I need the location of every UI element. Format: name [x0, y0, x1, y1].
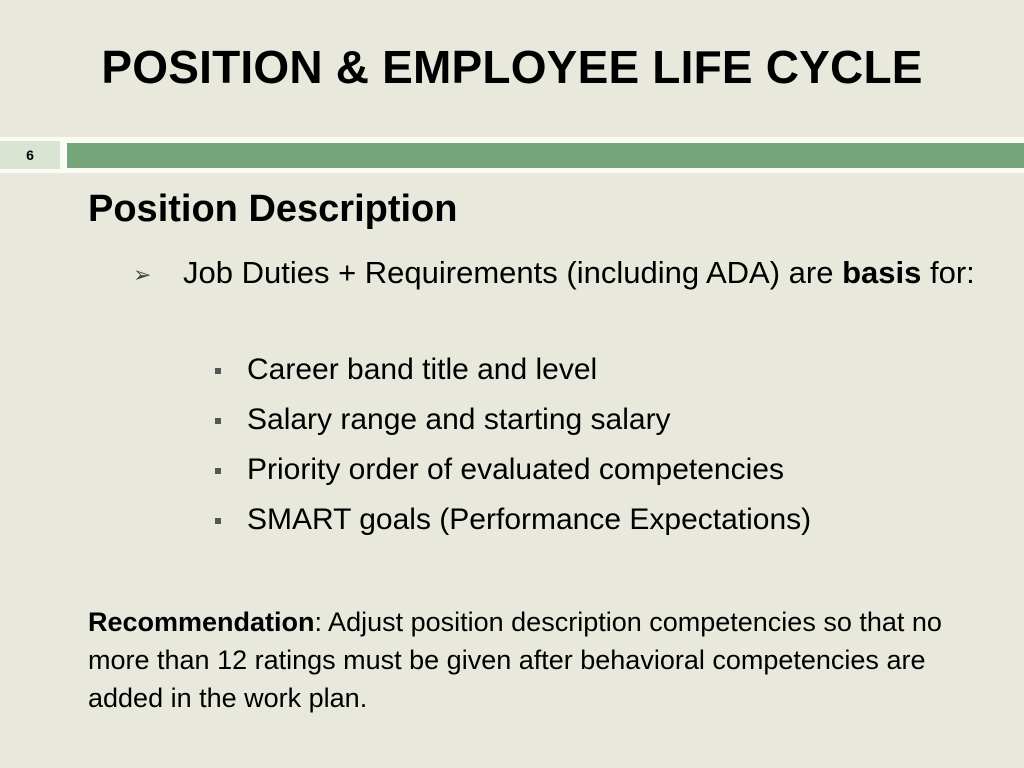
main-point: [183, 254, 983, 292]
accent-bar: [67, 143, 1024, 168]
recommendation: [88, 603, 988, 717]
recommendation-label: Recommendation: [88, 607, 315, 637]
list-item-text: Priority order of evaluated competencies: [247, 453, 784, 486]
list-item: [215, 399, 811, 449]
section-heading: Position Description: [88, 188, 458, 230]
square-bullet-icon: [215, 518, 221, 524]
slide-title: POSITION & EMPLOYEE LIFE CYCLE: [101, 41, 923, 93]
list-item-text: Salary range and starting salary: [247, 403, 671, 436]
arrowhead-bullet-icon: ➢: [133, 262, 152, 287]
slide-number: 6: [0, 141, 60, 169]
sub-bullet-list: [215, 349, 811, 549]
list-item-text: Career band title and level: [247, 353, 598, 386]
square-bullet-icon: [215, 368, 221, 374]
list-item: [215, 449, 811, 499]
main-point-text-start: Job Duties + Requirements (including ADA) are: [183, 255, 843, 290]
main-point-bold: basis: [842, 255, 922, 290]
main-point-text-end: for:: [921, 255, 975, 290]
square-bullet-icon: [215, 468, 221, 474]
recommendation-text: : Adjust position description competencies so that no more than 12 ratings must be given after behavioral competencies are added in the work plan.: [88, 607, 942, 713]
list-item: [215, 499, 811, 549]
list-item: [215, 349, 811, 399]
square-bullet-icon: [215, 418, 221, 424]
list-item-text: SMART goals (Performance Expectations): [247, 503, 812, 536]
